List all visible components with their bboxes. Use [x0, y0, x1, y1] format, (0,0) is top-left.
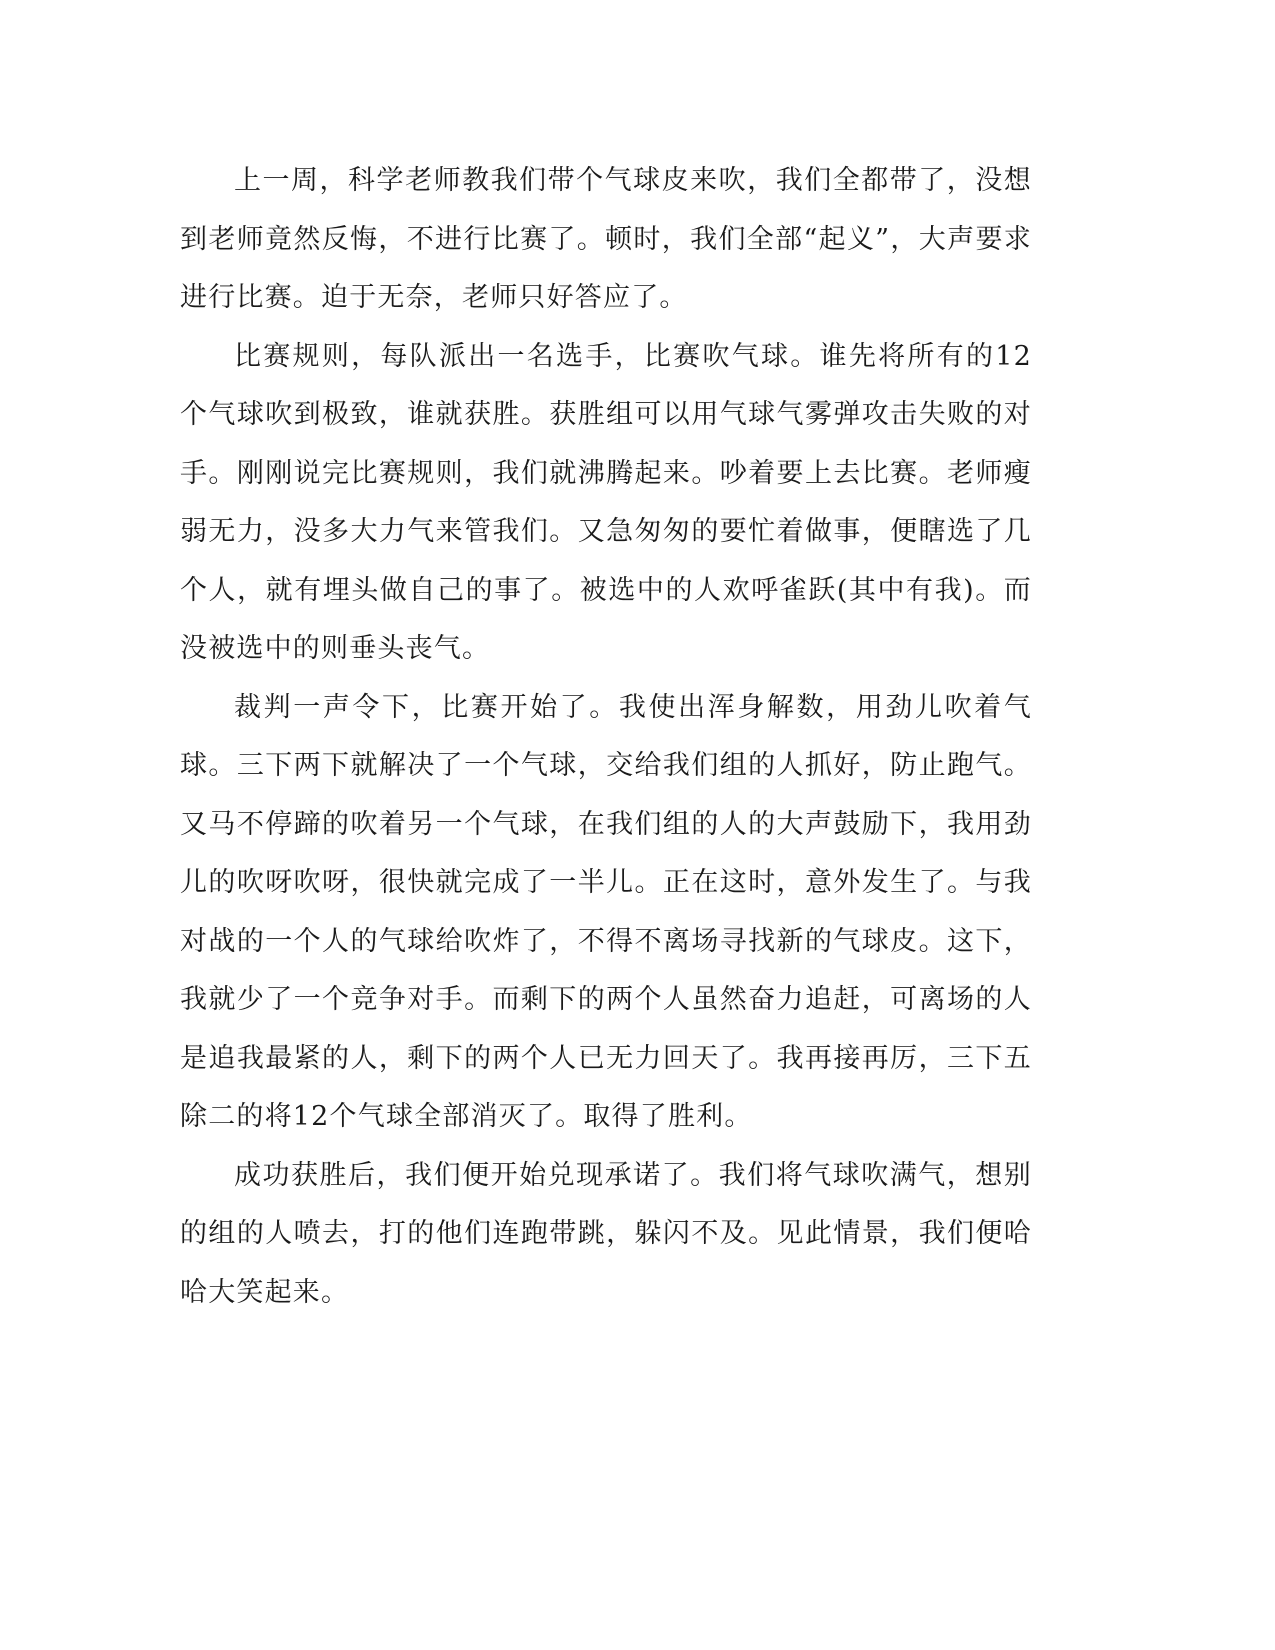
- paragraph-3: 裁判一声令下，比赛开始了。我使出浑身解数，用劲儿吹着气球。三下两下就解决了一个气球，交给我们组的人抓好，防止跑气。又马不停蹄的吹着另一个气球，在我们组的人的大声鼓励下，我用劲儿的吹呀吹呀，很快就完成了一半儿。正在这时，意外发生了。与我对战的一个人的气球给吹炸了，不得不离场寻找新的气球皮。这下，我就少了一个竞争对手。而剩下的两个人虽然奋力追赶，可离场的人是追我最紧的人，剩下的两个人已无力回天了。我再接再厉，三下五除二的将12个气球全部消灭了。取得了胜利。: [180, 691, 1032, 1132]
- document-body: [180, 152, 1032, 1322]
- paragraph-4: 成功获胜后，我们便开始兑现承诺了。我们将气球吹满气，想别的组的人喷去，打的他们连跑带跳，躲闪不及。见此情景，我们便哈哈大笑起来。: [180, 1159, 1032, 1308]
- paragraph-1: 上一周，科学老师教我们带个气球皮来吹，我们全都带了，没想到老师竟然反悔，不进行比赛了。顿时，我们全部“起义”，大声要求进行比赛。迫于无奈，老师只好答应了。: [180, 165, 1032, 313]
- paragraph-2: 比赛规则，每队派出一名选手，比赛吹气球。谁先将所有的12个气球吹到极致，谁就获胜。获胜组可以用气球气雾弹攻击失败的对手。刚刚说完比赛规则，我们就沸腾起来。吵着要上去比赛。老师瘦弱无力，没多大力气来管我们。又急匆匆的要忙着做事，便瞎选了几个人，就有埋头做自己的事了。被选中的人欢呼雀跃(其中有我)。而没被选中的则垂头丧气。: [180, 340, 1032, 664]
